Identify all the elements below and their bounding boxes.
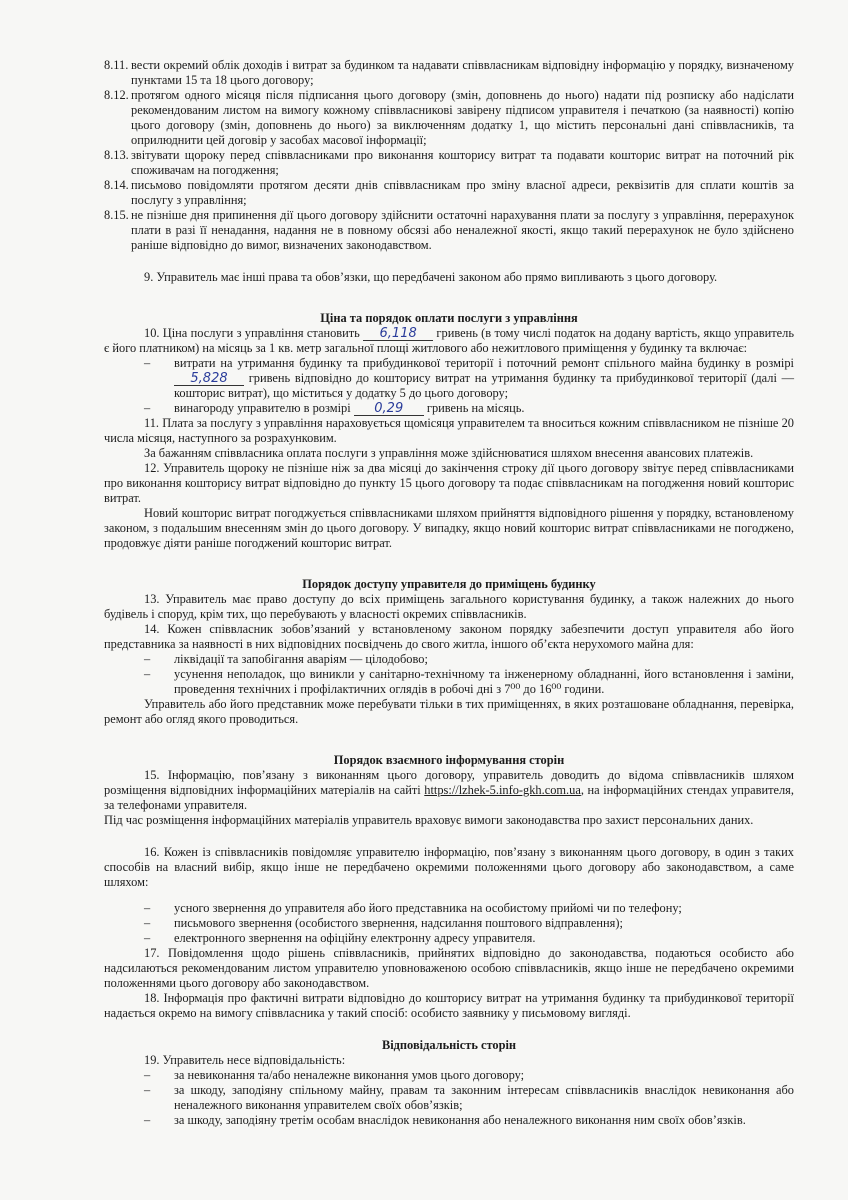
clause-number: 8.11. xyxy=(104,58,129,72)
clause-8-12 xyxy=(104,88,794,148)
clause-text: протягом одного місяця після підписання цього договору (змін, доповнень до нього) надати під розписку або надіслати рекомендованим листом на вимогу кожному співвласникові завірену підписом управителя і печаткою (за наявності) копію цього договору (змін, доповнень до нього) за виключенням додатку 1, що містить персональні дані співвласників, та оприлюднити цей договір у засобах масової інформації; xyxy=(131,88,794,147)
clause-number: 8.13. xyxy=(104,148,129,162)
clauses-8-list xyxy=(104,58,794,253)
clause-number: 8.14. xyxy=(104,178,129,192)
clause-number: 8.12. xyxy=(104,88,129,102)
clause-8-13 xyxy=(104,148,794,178)
paragraph-11: 11. Плата за послугу з управління нараховується щомісяця управителем та вноситься кожним співвласником не пізніше 20 числа місяця, наступного за розрахунковим. xyxy=(104,416,794,445)
clause-text: вести окремий облік доходів і витрат за будинком та надавати співвласникам відповідну інформацію у порядку, визначеному пунктами 15 та 18 цього договору; xyxy=(131,58,794,87)
price-item-maintenance: – витрати на утримання будинку та прибудинкової території і поточний ремонт спільного майна будинку в розмірі 5,828 гривень відповідно до кошторису витрат на утримання будинку та прибудинкової території (далі — кошторис витрат), що міститься у додатку 5 до цього договору; xyxy=(144,356,795,400)
paragraph-11-advance: За бажанням співвласника оплата послуги з управління може здійснюватися шляхом внесення авансових платежів. xyxy=(144,446,754,460)
paragraph-12: 12. Управитель щороку не пізніше ніж за два місяці до закінчення строку дії цього договору звітує перед співвласниками про виконання кошторису витрат відповідно до пункту 15 цього договору та подає співвласникам на погодження новий кошторис витрат. xyxy=(104,461,794,505)
access-item-emergency: – ліквідації та запобігання аваріям — цілодобово; xyxy=(144,652,428,666)
liability-item-contract: – за невиконання та/або неналежне виконання умов цього договору; xyxy=(144,1068,525,1082)
paragraph-14-premises: Управитель або його представник може перебувати тільки в тих приміщеннях, в яких розташоване обладнання, перевірка, ремонт або огляд якого проводиться. xyxy=(104,697,794,726)
paragraph-15: 15. Інформацію, пов’язану з виконанням цього договору, управитель доводить до відома співвласників шляхом розміщення відповідних інформаційних матеріалів на сайті https://lzhek-5.info-gkh.com.ua, на інформаційних стендах управителя, за телефонами управителя. xyxy=(104,768,794,812)
paragraph-18: 18. Інформація про фактичні витрати відповідно до кошторису витрат на утримання будинку та прибудинкової території надається окремо на вимогу співвласника у такий спосіб: особисто заявнику у письмовому вигляді. xyxy=(104,991,794,1020)
clause-number: 8.15. xyxy=(104,208,129,222)
paragraph-15-privacy: Під час розміщення інформаційних матеріалів управитель враховує вимоги законодавства про захист персональних даних. xyxy=(104,813,754,827)
clause-8-14 xyxy=(104,178,794,208)
clause-text: звітувати щороку перед співвласниками про виконання кошторису витрат та подавати кошторис витрат на поточний рік споживачам на погодження; xyxy=(131,148,794,177)
handwritten-maintenance-cost: 5,828 xyxy=(174,372,244,386)
heading-liability: Відповідальність сторін xyxy=(381,1038,517,1052)
heading-information: Порядок взаємного інформування сторін xyxy=(333,753,565,767)
access-item-repairs: – усунення неполадок, що виникли у санітарно-технічному та інженерному обладнанні, його встановлення і заміни, проведення технічних і профілактичних оглядів в робочі дні з 7⁰⁰ до 16⁰⁰ години. xyxy=(144,667,794,696)
heading-price: Ціна та порядок оплати послуги з управління xyxy=(320,311,578,325)
paragraph-10: 10. Ціна послуги з управління становить 6,118 гривень (в тому числі податок на додану вартість, якщо управитель є його платником) на місяць за 1 кв. метр загальної площі житлового або нежитлового приміщення у будинку та включає: xyxy=(104,326,794,355)
info-item-electronic: – електронного звернення на офіційну електронну адресу управителя. xyxy=(144,931,536,945)
paragraph-14: 14. Кожен співвласник зобов’язаний у встановленому законом порядку забезпечити доступ управителя або його представника за наявності в них відповідних посвідчень до свого житла, іншого об’єкта нерухомого майна для: xyxy=(104,622,794,651)
liability-item-third-parties: – за шкоду, заподіяну третім особам внаслідок невиконання або неналежного виконання ним своїх обов’язків. xyxy=(144,1113,746,1127)
paragraph-17: 17. Повідомлення щодо рішень співвласників, прийнятих відповідно до законодавства, подаються особисто або надсилаються рекомендованим листом управителю уповноваженою особою співвласників, якщо інше не передбачено окремими положеннями цього договору або законодавством. xyxy=(104,946,794,990)
paragraph-16: 16. Кожен із співвласників повідомляє управителю інформацію, пов’язану з виконанням цього договору, в один з таких способів на власний вибір, якщо інше не передбачено окремими положеннями цього договору або законодавством, а саме шляхом: xyxy=(104,845,794,889)
clause-text: письмово повідомляти протягом десяти днів співвласникам про зміну власної адреси, реквізитів для сплати коштів за послугу з управління; xyxy=(131,178,794,207)
clause-8-11 xyxy=(104,58,794,88)
info-item-oral: – усного звернення до управителя або його представника на особистому прийомі чи по телефону; xyxy=(144,901,682,915)
website-link[interactable]: https://lzhek-5.info-gkh.com.ua xyxy=(424,783,581,797)
clause-8-15 xyxy=(104,208,794,253)
document-content xyxy=(104,58,794,1128)
handwritten-price: 6,118 xyxy=(363,327,433,341)
paragraph-13: 13. Управитель має право доступу до всіх приміщень загального користування будинку, а також належних до нього будівель і споруд, крім тих, що перебувають у власності окремих співвласників. xyxy=(104,592,794,621)
price-item-fee: – винагороду управителю в розмірі 0,29 гривень на місяць. xyxy=(144,401,525,416)
clause-text: не пізніше дня припинення дії цього договору здійснити остаточні нарахування плати за послугу з управління, перерахунок плати в разі її ненадання, надання не в повному обсязі або неналежної якості, якщо такий перерахунок не було здійснено раніше відповідно до вимог, визначених законодавством. xyxy=(131,208,794,252)
handwritten-manager-fee: 0,29 xyxy=(354,402,424,416)
info-item-written: – письмового звернення (особистого звернення, надсилання поштового відправлення); xyxy=(144,916,623,930)
paragraph-19: 19. Управитель несе відповідальність: xyxy=(144,1053,346,1067)
heading-access: Порядок доступу управителя до приміщень будинку xyxy=(302,577,596,591)
liability-item-property: – за шкоду, заподіяну спільному майну, правам та законним інтересам співвласників внаслідок невиконання або неналежного виконання управителем своїх обов’язків; xyxy=(144,1083,794,1112)
paragraph-9: 9. Управитель має інші права та обов’язки, що передбачені законом або прямо випливають з цього договору. xyxy=(144,270,718,284)
paragraph-12-estimate: Новий кошторис витрат погоджується співвласниками шляхом прийняття відповідного рішення у порядку, встановленому законом, з подальшим внесенням змін до цього договору. У випадку, якщо новий кошторис витрат співвласниками не погоджено, продовжує діяти раніше погоджений кошторис витрат. xyxy=(104,506,794,550)
